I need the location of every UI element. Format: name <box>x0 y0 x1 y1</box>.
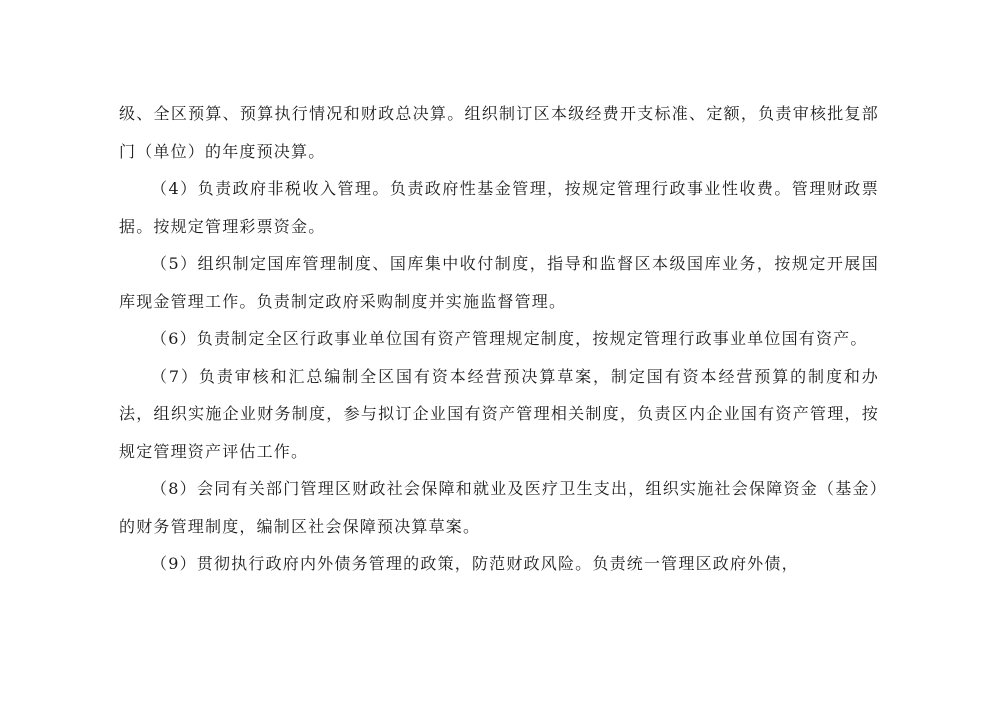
paragraph-item-7: （7）负责审核和汇总编制全区国有资本经营预决算草案，制定国有资本经营预算的制度和办法，组织实施企业财务制度，参与拟订企业国有资产管理相关制度，负责区内企业国有资产管理，按规定管理资产评估工作。 <box>119 366 879 461</box>
paragraph-item-9: （9）贯彻执行政府内外债务管理的政策，防范财政风险。负责统一管理区政府外债， <box>151 554 799 573</box>
paragraph-item-8: （8）会同有关部门管理区财政社会保障和就业及医疗卫生支出，组织实施社会保障资金（基金）的财务管理制度，编制区社会保障预决算草案。 <box>119 479 879 536</box>
paragraph-continuation: 级、全区预算、预算执行情况和财政总决算。组织制订区本级经费开支标准、定额，负责审核批复部门（单位）的年度预决算。 <box>119 104 879 161</box>
document-body <box>119 95 879 583</box>
paragraph-item-5: （5）组织制定国库管理制度、国库集中收付制度，指导和监督区本级国库业务，按规定开展国库现金管理工作。负责制定政府采购制度并实施监督管理。 <box>119 254 879 311</box>
paragraph-item-4: （4）负责政府非税收入管理。负责政府性基金管理，按规定管理行政事业性收费。管理财政票据。按规定管理彩票资金。 <box>119 179 879 236</box>
paragraph-item-6: （6）负责制定全区行政事业单位国有资产管理规定制度，按规定管理行政事业单位国有资产。 <box>151 329 868 348</box>
